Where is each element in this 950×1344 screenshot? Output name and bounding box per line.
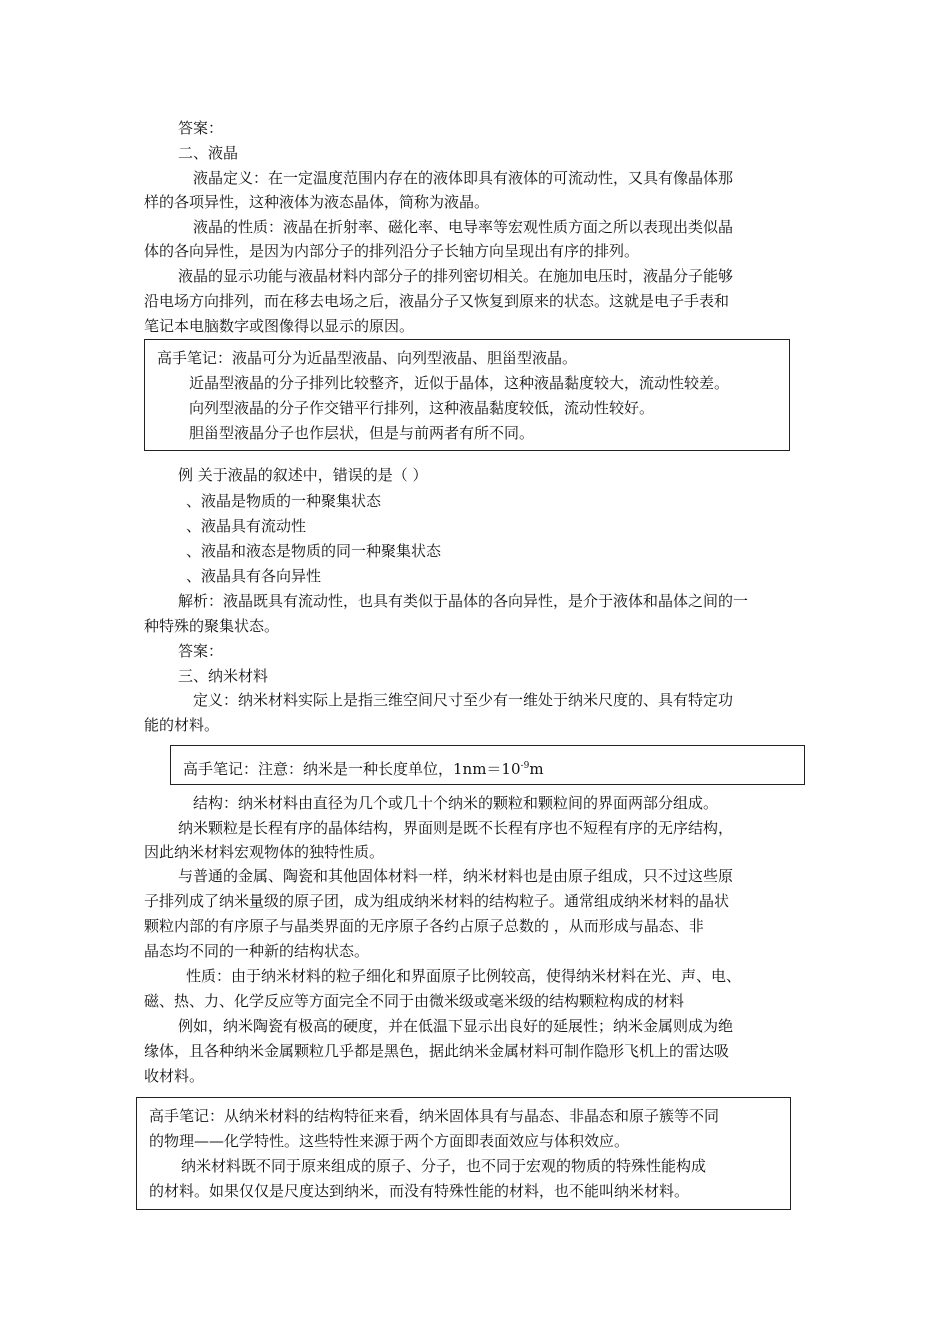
paragraph-line: 纳米颗粒是长程有序的晶体结构，界面则是既不长程有序也不短程有序的无序结构， xyxy=(178,819,734,837)
note-line: 胆甾型液晶分子也作层状，但是与前两者有所不同。 xyxy=(189,424,535,442)
note-line: 的物理——化学特性。这些特性来源于两个方面即表面效应与体积效应。 xyxy=(149,1132,630,1150)
answer-label: 答案： xyxy=(178,642,224,660)
note-line xyxy=(183,756,544,779)
expert-note-box xyxy=(144,339,790,451)
paragraph-line: 磁、热、力、化学反应等方面完全不同于由微米级或毫米级的结构颗粒构成的材料 xyxy=(144,992,685,1010)
paragraph-line: 液晶的显示功能与液晶材料内部分子的排列密切相关。在施加电压时，液晶分子能够 xyxy=(178,267,734,285)
analysis-line: 解析：液晶既具有流动性，也具有类似于晶体的各向异性，是介于液体和晶体之间的一 xyxy=(178,592,749,610)
expert-note-box xyxy=(170,745,805,785)
paragraph-line: 体的各向异性，是因为内部分子的排列沿分子长轴方向呈现出有序的排列。 xyxy=(144,242,640,260)
paragraph-line: 子排列成了纳米量级的原子团，成为组成纳米材料的结构粒子。通常组成纳米材料的晶状 xyxy=(144,892,730,910)
example-option: 、液晶和液态是物质的同一种聚集状态 xyxy=(186,542,442,560)
paragraph-line: 收材料。 xyxy=(144,1067,205,1085)
example-option: 、液晶具有流动性 xyxy=(186,517,307,535)
paragraph-line: 晶态均不同的一种新的结构状态。 xyxy=(144,942,370,960)
note-line: 近晶型液晶的分子排列比较整齐，近似于晶体，这种液晶黏度较大，流动性较差。 xyxy=(189,374,730,392)
paragraph-line: 颗粒内部的有序原子与晶类界面的无序原子各约占原子总数的 ，从而形成与晶态、非 xyxy=(144,917,704,935)
paragraph-line: 性质：由于纳米材料的粒子细化和界面原子比例较高，使得纳米材料在光、声、电、 xyxy=(186,967,742,985)
analysis-line: 种特殊的聚集状态。 xyxy=(144,617,280,635)
paragraph-line: 液晶定义：在一定温度范围内存在的液体即具有液体的可流动性，又具有像晶体那 xyxy=(193,169,734,187)
paragraph-line: 因此纳米材料宏观物体的独特性质。 xyxy=(144,843,385,861)
note-line: 向列型液晶的分子作交错平行排列，这种液晶黏度较低，流动性较好。 xyxy=(189,399,655,417)
section-heading-nanomaterials: 三、纳米材料 xyxy=(178,667,269,685)
unit: m xyxy=(529,760,544,778)
answer-label: 答案： xyxy=(178,119,224,137)
note-line: 纳米材料既不同于原来组成的原子、分子，也不同于宏观的物质的特殊性能构成 xyxy=(181,1157,707,1175)
paragraph-line: 与普通的金属、陶瓷和其他固体材料一样，纳米材料也是由原子组成，只不过这些原 xyxy=(178,867,734,885)
paragraph-line: 定义：纳米材料实际上是指三维空间尺寸至少有一维处于纳米尺度的、具有特定功 xyxy=(193,691,734,709)
example-option: 、液晶具有各向异性 xyxy=(186,567,322,585)
expert-note-box xyxy=(136,1097,791,1210)
example-option: 、液晶是物质的一种聚集状态 xyxy=(186,492,382,510)
section-heading-liquid-crystal: 二、液晶 xyxy=(178,144,239,162)
note-line: 高手笔记：从纳米材料的结构特征来看，纳米固体具有与晶态、非晶态和原子簇等不同 xyxy=(149,1107,720,1125)
note-text: 高手笔记：注意：纳米是一种长度单位，1nm＝10 xyxy=(183,760,521,778)
paragraph-line: 缘体，且各种纳米金属颗粒几乎都是黑色，据此纳米金属材料可制作隐形飞机上的雷达吸 xyxy=(144,1042,730,1060)
paragraph-line: 样的各项异性，这种液体为液态晶体，简称为液晶。 xyxy=(144,193,490,211)
example-question: 例 关于液晶的叙述中，错误的是（ ） xyxy=(178,466,428,484)
paragraph-line: 结构：纳米材料由直径为几个或几十个纳米的颗粒和颗粒间的界面两部分组成。 xyxy=(193,794,719,812)
paragraph-line: 笔记本电脑数字或图像得以显示的原因。 xyxy=(144,317,415,335)
paragraph-line: 液晶的性质：液晶在折射率、磁化率、电导率等宏观性质方面之所以表现出类似晶 xyxy=(193,218,734,236)
note-line: 高手笔记：液晶可分为近晶型液晶、向列型液晶、胆甾型液晶。 xyxy=(157,349,578,367)
paragraph-line: 能的材料。 xyxy=(144,716,220,734)
exponent: -9 xyxy=(520,761,530,771)
paragraph-line: 例如，纳米陶瓷有极高的硬度，并在低温下显示出良好的延展性；纳米金属则成为绝 xyxy=(178,1017,734,1035)
note-line: 的材料。如果仅仅是尺度达到纳米，而没有特殊性能的材料，也不能叫纳米材料。 xyxy=(149,1182,690,1200)
paragraph-line: 沿电场方向排列，而在移去电场之后，液晶分子又恢复到原来的状态。这就是电子手表和 xyxy=(144,292,730,310)
